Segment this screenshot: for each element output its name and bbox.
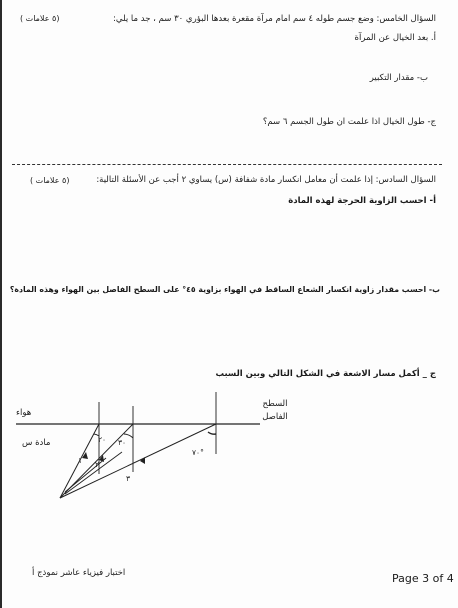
q5-part-c: ج- طول الخيال اذا علمت ان طول الجسم ٦ سم؟ xyxy=(262,117,436,127)
q6-part-a: أ- احسب الزاوية الحرجة لهذه المادة xyxy=(288,196,436,206)
ray-3-label: ٣ xyxy=(126,474,131,483)
surface-label: السطح الفاصل xyxy=(262,399,288,422)
q6-header: السؤال السادس: إذا علمت أن معامل انكسار مادة شفافة (س) يساوي ٢ أجب عن الأسئلة التالية: xyxy=(96,175,436,185)
angle-70-label: ٧٠° xyxy=(192,448,204,457)
q5-header: السؤال الخامس: وضع جسم طوله ٤ سم امام مرآة مقعرة بعدها البؤري ٣٠ سم ، جد ما يلي: xyxy=(113,14,436,24)
air-label: هواء xyxy=(16,408,32,418)
q5-part-b: ب- مقدار التكبير xyxy=(369,73,428,83)
q5-marks: ( ٥ علامات) xyxy=(20,14,60,23)
ray-2-label: ٢ xyxy=(95,460,100,469)
page-number: Page 3 of 4 xyxy=(392,572,454,585)
angle-30-label: ٣٠ xyxy=(118,438,127,447)
ray-diagram xyxy=(2,0,458,608)
ray-1-label: ١ xyxy=(78,456,83,465)
medium-label: مادة س xyxy=(22,438,51,448)
q6-part-b: ب- احسب مقدار زاوية انكسار الشعاع الساقط في الهواء بزاوية ٤٥° على السطح الفاصل بين الهواء وهذه المادة؟ xyxy=(9,285,440,294)
exam-title-footer: اختبار فيزياء عاشر نموذج أ xyxy=(32,568,126,578)
q6-marks: ( ٥ علامات) xyxy=(30,176,70,185)
angle-20-label: ٢٠ xyxy=(98,435,107,444)
ray-3 xyxy=(60,424,216,498)
q6-part-c: ج _ أكمل مسار الاشعة في الشكل التالي وبين السبب xyxy=(215,369,436,379)
q5-part-a: أ. بعد الخيال عن المرآة xyxy=(354,33,436,43)
